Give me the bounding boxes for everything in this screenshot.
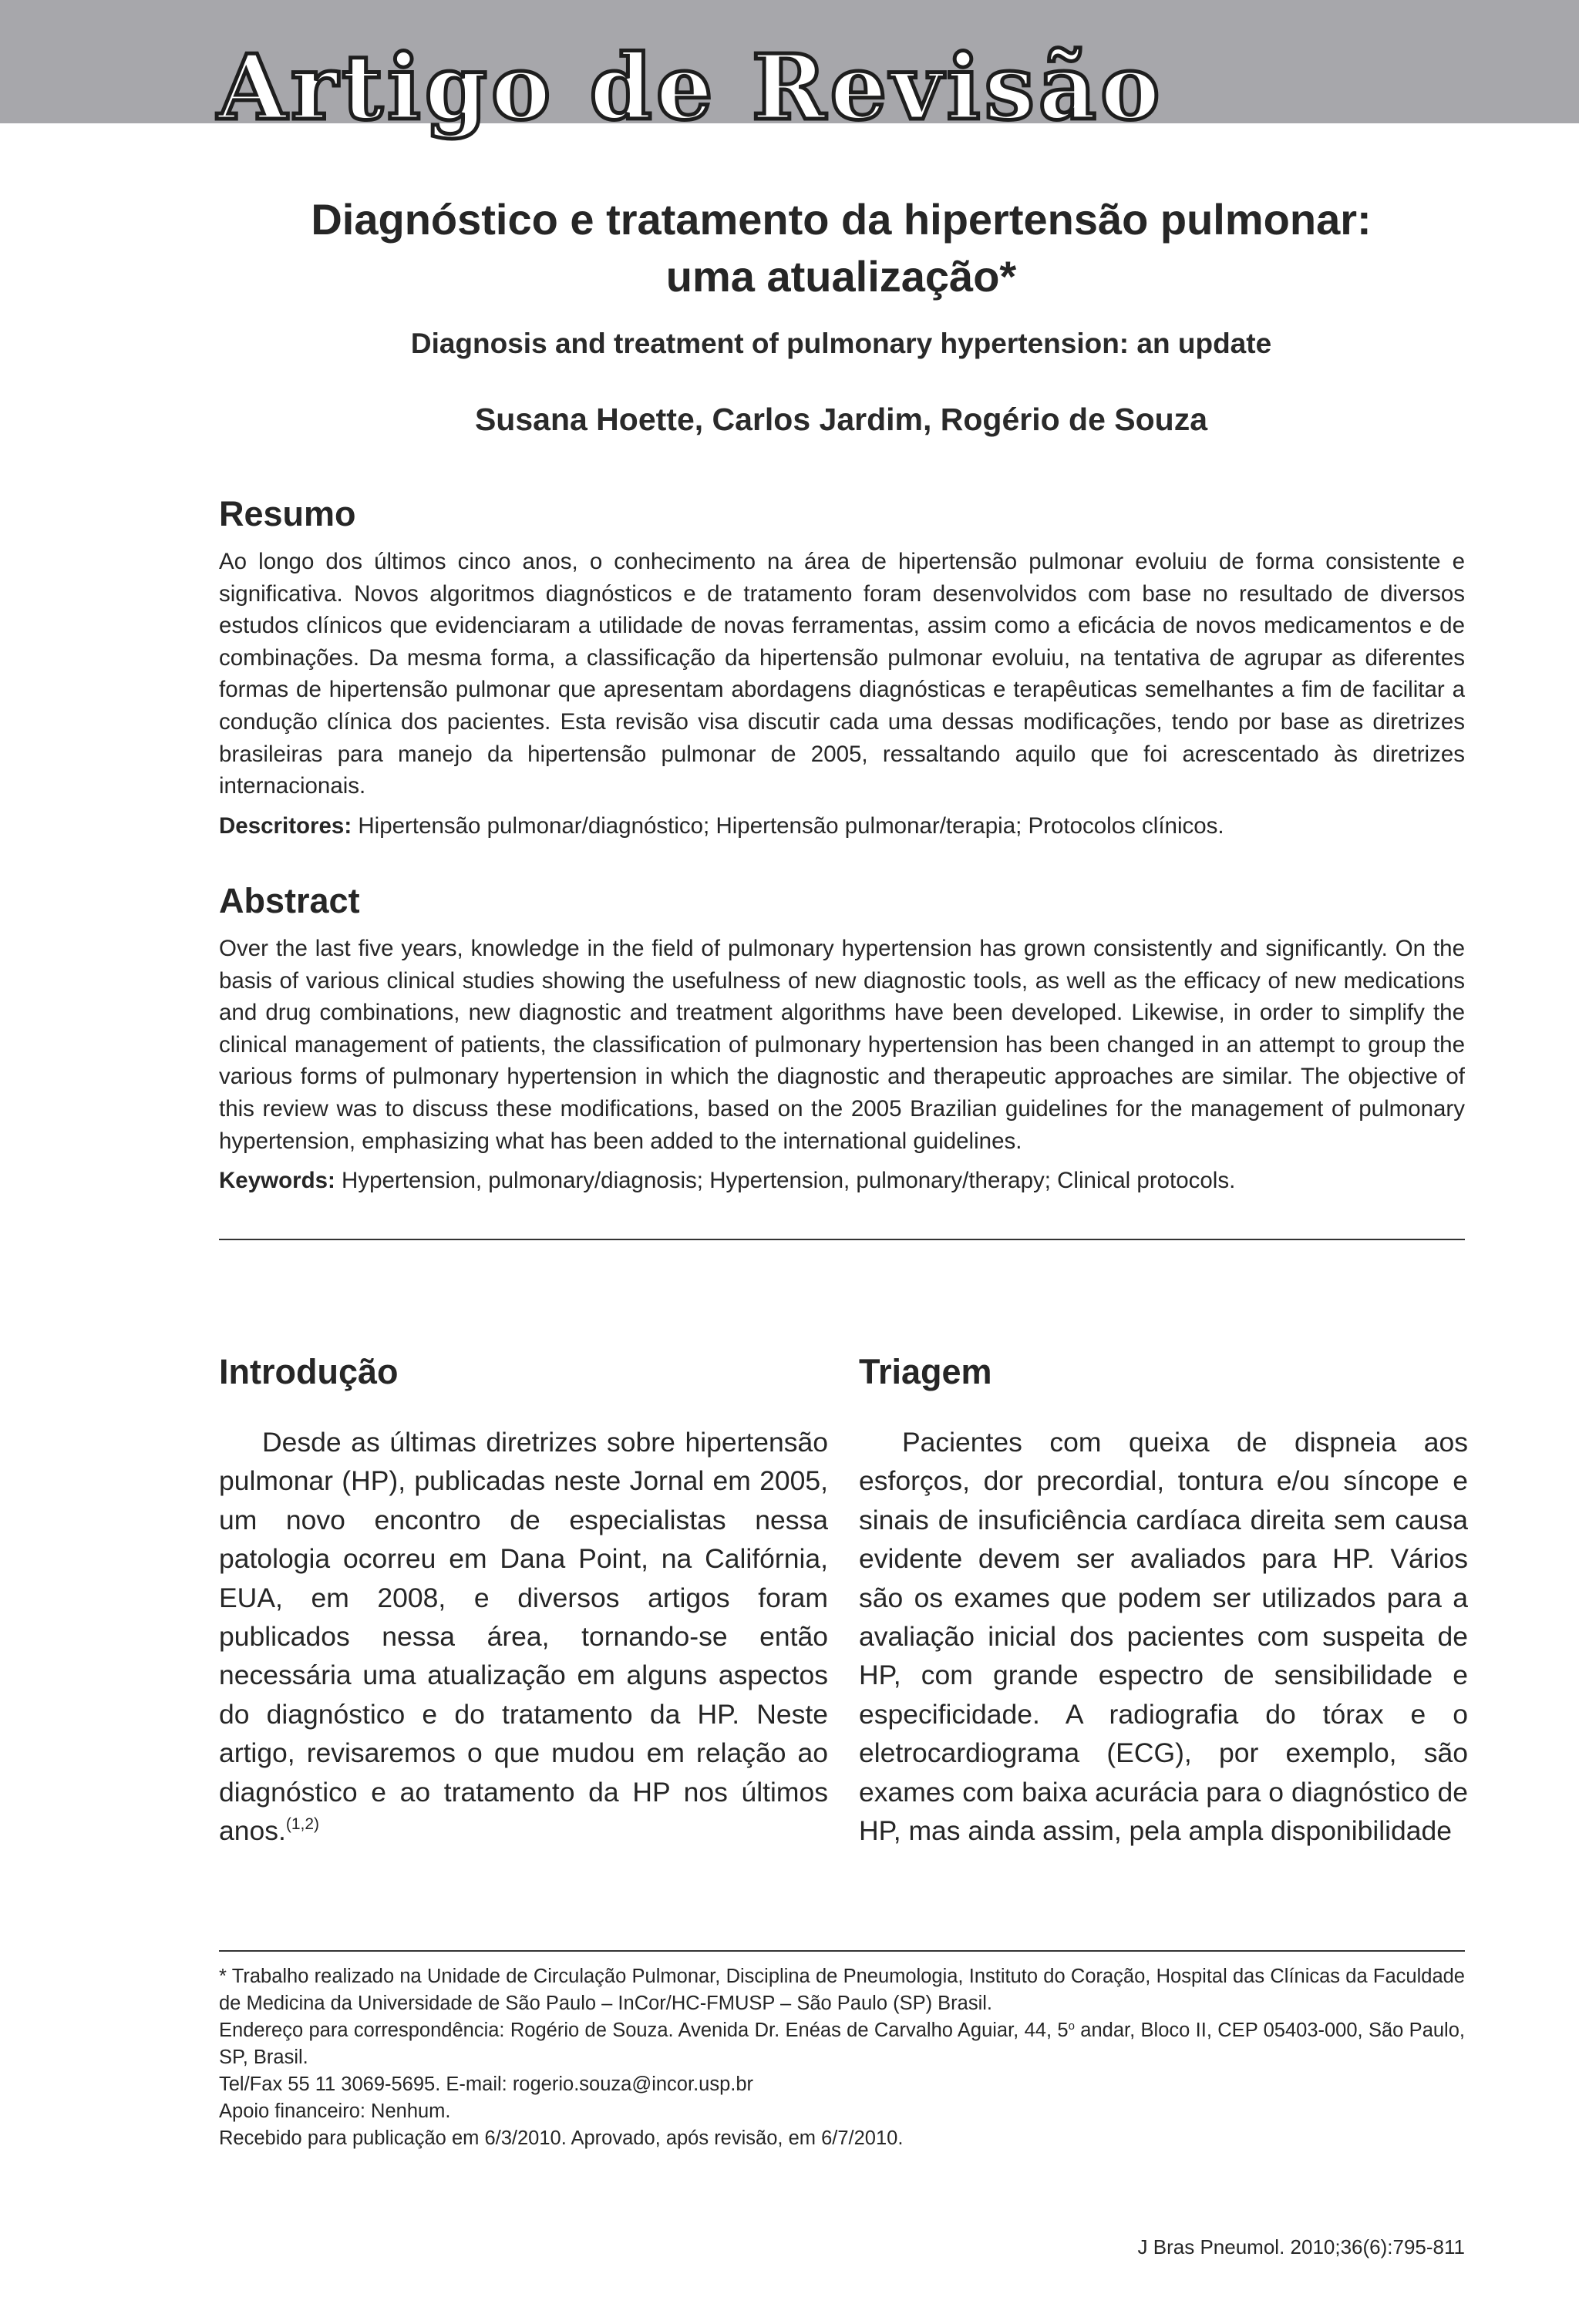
introducao-citation: (1,2) [285,1815,320,1834]
section-label: Artigo de Revisão [217,35,1164,140]
footnote-address [219,2017,1465,2071]
introducao-text [219,1423,828,1850]
abstract-heading: Abstract [219,881,360,920]
introducao-heading: Introdução [219,1352,399,1391]
footnote-phone: Tel/Fax 55 11 3069-5695. E-mail: rogerio.souza@incor.usp.br [219,2073,754,2095]
resumo-text: Ao longo dos últimos cinco anos, o conhecimento na área de hipertensão pulmonar evoluiu de forma consistente e significativa. Novos algoritmos diagnósticos e de tratamento foram desenvolvidos com base no resultado de diversos estudos clínicos que evidenciaram a utilidade de novas ferramentas, assim como a eficácia de novos medicamentos e de combinações. Da mesma forma, a classificação da hipertensão pulmonar evoluiu, na tentativa de agrupar as diferentes formas de hipertensão pulmonar que apresentam abordagens diagnósticas e terapêuticas semelhantes a fim de facilitar a condução clínica dos pacientes. Esta revisão visa discutir cada uma dessas modificações, tendo por base as diretrizes brasileiras para manejo da hipertensão pulmonar de 2005, ressaltando aquilo que foi acrescentado às diretrizes internacionais. [219,549,1465,799]
footnote-divider [219,1950,1465,1952]
authors: Susana Hoette, Carlos Jardim, Rogério de Souza [474,402,1208,437]
title-pt-line2: uma atualização* [665,252,1017,301]
resumo-keywords [219,810,1465,842]
triagem-text: Pacientes com queixa de dispneia aos esforços, dor precordial, tontura e/ou síncope e sinais de insuficiência cardíaca direita sem causa evidente devem ser avaliados para HP. Vários são os exames que podem ser utilizados para a avaliação inicial dos pacientes com suspeita de HP, com grande espectro de sensibilidade e especificidade. A radiografia do tórax e o eletrocardiograma (ECG), por exemplo, são exames com baixa acurácia para o diagnóstico de HP, mas ainda assim, pela ampla disponibilidade [859,1427,1468,1847]
journal-citation: J Bras Pneumol. 2010;36(6):795-811 [1137,2235,1465,2258]
resumo-keywords-label: Descritores: [219,812,352,839]
abstract-section [219,879,1465,1197]
abstract-keywords [219,1165,1465,1197]
article-title-en: Diagnosis and treatment of pulmonary hypertension: an update [410,328,1272,359]
footnote-address-sup: o [1068,2020,1075,2033]
abstract-divider [219,1239,1465,1240]
title-pt-line1: Diagnóstico e tratamento da hipertensão pulmonar: [311,195,1372,244]
introducao-section [219,1349,828,1850]
resumo-section [219,492,1465,842]
footnote-address-after: andar, Bloco II, CEP 05403-000, São Paulo, SP, Brasil. [219,2020,1465,2068]
footnote-funding: Apoio financeiro: Nenhum. [219,2100,451,2122]
resumo-heading: Resumo [219,494,356,533]
footnote-received: Recebido para publicação em 6/3/2010. Aprovado, após revisão, em 6/7/2010. [219,2127,904,2149]
triagem-section [859,1349,1468,1850]
footnote-address-before: Endereço para correspondência: Rogério de Souza. Avenida Dr. Enéas de Carvalho Aguiar, 44, 5 [219,2020,1069,2041]
article-title-pt [217,191,1465,305]
footnote-work: * Trabalho realizado na Unidade de Circulação Pulmonar, Disciplina de Pneumologia, Instituto do Coração, Hospital das Clínicas da Faculdade de Medicina da Universidade de São Paulo – InCor/HC-FMUSP – São Paulo (SP) Brasil. [219,1966,1465,2014]
footnotes [219,1963,1465,2152]
resumo-keywords-text: Hipertensão pulmonar/diagnóstico; Hipertensão pulmonar/terapia; Protocolos clínicos. [358,812,1224,839]
triagem-heading: Triagem [859,1352,992,1391]
abstract-keywords-text: Hypertension, pulmonary/diagnosis; Hypertension, pulmonary/therapy; Clinical protocols. [342,1168,1236,1194]
abstract-keywords-label: Keywords: [219,1168,335,1194]
introducao-body: Desde as últimas diretrizes sobre hipertensão pulmonar (HP), publicadas neste Jornal em 2005, um novo encontro de especialistas nessa patologia ocorreu em Dana Point, na Califórnia, EUA, em 2008, e diversos artigos foram publicados nessa área, tornando-se então necessária uma atualização em alguns aspectos do diagnóstico e do tratamento da HP. Neste artigo, revisaremos o que mudou em relação ao diagnóstico e ao tratamento da HP nos últimos anos. [219,1427,828,1847]
abstract-text: Over the last five years, knowledge in the field of pulmonary hypertension has grown consistently and significantly. On the basis of various clinical studies showing the usefulness of new diagnostic tools, as well as the efficacy of new medications and drug combinations, new diagnostic and treatment algorithms have been developed. Likewise, in order to simplify the clinical management of patients, the classification of pulmonary hypertension has been changed in an attempt to group the various forms of pulmonary hypertension in which the diagnostic and therapeutic approaches are similar. The objective of this review was to discuss these modifications, based on the 2005 Brazilian guidelines for the management of pulmonary hypertension, emphasizing what has been added to the international guidelines. [219,936,1465,1154]
